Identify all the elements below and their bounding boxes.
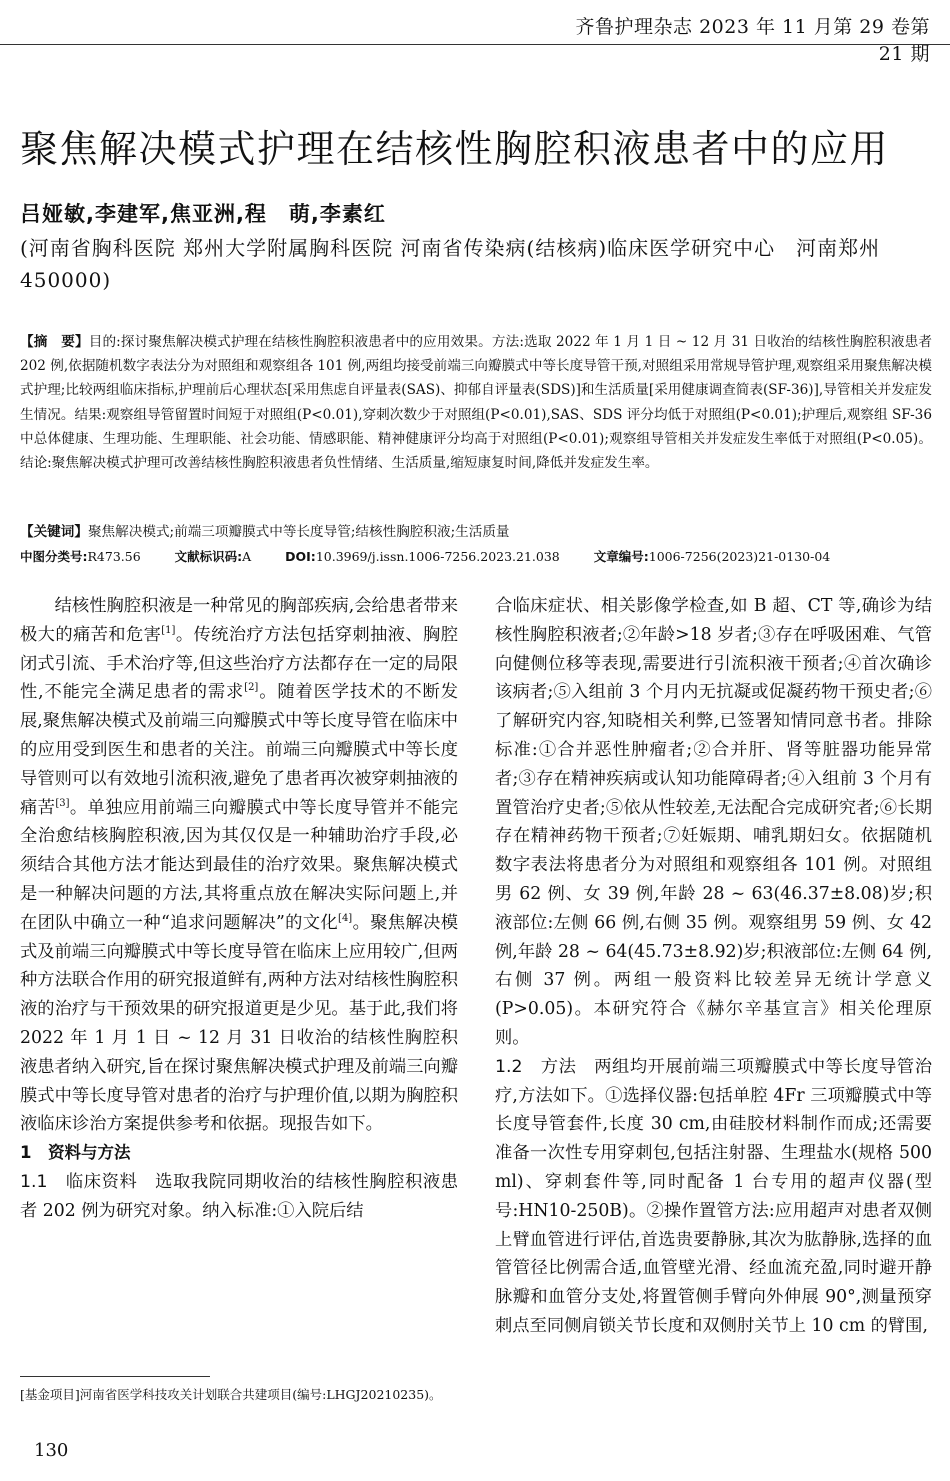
inclusion-criteria-paragraph: 合临床症状、相关影像学检查,如 B 超、CT 等,确诊为结核性胸腔积液者;②年龄>18 岁者;③存在呼吸困难、气管向健侧位移等表现,需要进行引流积液干预者;④首次确诊该病者;⑤入组前 3 个月内无抗凝或促凝药物干预史者;⑥了解研究内容,知晓相关利弊,已签署知情同意书者。排除标准:①合并恶性肿瘤者;②合并肝、肾等脏器功能异常者;③存在精神疾病或认知功能障碍者;④入组前 3 个月有置管治疗史者;⑤依从性较差,无法配合完成研究者;⑥长期存在精神药物干预者;⑦妊娠期、哺乳期妇女。依据随机数字表法将患者分为对照组和观察组各 101 例。对照组男 62 例、女 39 例,年龄 28 ~ 63(46.37±8.08)岁;积液部位:左侧 66 例,右侧 35 例。观察组男 59 例、女 42 例,年龄 28 ~ 64(45.73±8.92)岁;积液部位:左侧 64 例,右侧 37 例。两组一般资料比较差异无统计学意义(P>0.05)。本研究符合《赫尔辛基宣言》相关伦理原则。 — [495, 596, 932, 1048]
classification-line — [20, 546, 932, 568]
abstract-text: 目的:探讨聚焦解决模式护理在结核性胸腔积液患者中的应用效果。方法:选取 2022 年 1 月 1 日 ~ 12 月 31 日收治的结核性胸腔积液患者 202 例,依据随机数字表法分为对照组和观察组各 101 例,两组均接受前端三向瓣膜式中等长度导管干预,对照组采用常规导管护理,观察组采用聚焦解决模式护理;比较两组临床指标,护理前后心理状态[采用焦虑自评量表(SAS)、抑郁自评量表(SDS)]和生活质量[采用健康调查简表(SF-36)],导管相关并发症发生情况。结果:观察组导管留置时间短于对照组(P<0.01),穿刺次数少于对照组(P<0.01),SAS、SDS 评分均低于对照组(P<0.01);护理后,观察组 SF-36 中总体健康、生理功能、生理职能、社会功能、情感职能、精神健康评分均高于对照组(P<0.01);观察组导管相关并发症发生率低于对照组(P<0.05)。结论:聚焦解决模式护理可改善结核性胸腔积液患者负性情绪、生活质量,缩短康复时间,降低并发症发生率。 — [20, 334, 932, 472]
abstract — [20, 330, 932, 475]
doc-code-value: A — [242, 549, 252, 564]
intro-paragraph: 结核性胸腔积液是一种常见的胸部疾病,会给患者带来极大的痛苦和危害[1]。传统治疗方法包括穿刺抽液、胸腔闭式引流、手术治疗等,但这些治疗方法都存在一定的局限性,不能完全满足患者的需求[2]。随着医学技术的不断发展,聚焦解决模式及前端三向瓣膜式中等长度导管在临床中的应用受到医生和患者的关注。前端三向瓣膜式中等长度导管则可以有效地引流积液,避免了患者再次被穿刺抽液的痛苦[3]。单独应用前端三向瓣膜式中等长度导管并不能完全治愈结核胸腔积液,因为其仅仅是一种辅助治疗手段,必须结合其他方法才能达到最佳的治疗效果。聚焦解决模式是一种解决问题的方法,其将重点放在解决实际问题上,并在团队中确立一种“追求问题解决”的文化[4]。聚焦解决模式及前端三向瓣膜式中等长度导管在临床上应用较广,但两种方法联合作用的研究报道鲜有,两种方法对结核性胸腔积液的治疗与干预效果的研究报道更是少见。基于此,我们将 2022 年 1 月 1 日 ~ 12 月 31 日收治的结核性胸腔积液患者纳入研究,旨在探讨聚焦解决模式护理及前端三向瓣膜式中等长度导管对患者的治疗与护理价值,以期为胸腔积液临床诊治方案提供参考和依据。现报告如下。 — [20, 596, 458, 1135]
subsection-1-2-heading: 1.2 方法 — [495, 1056, 577, 1077]
doi-label: DOI: — [285, 549, 316, 564]
author-list: 吕娅敏,李建军,焦亚洲,程 萌,李素红 — [20, 202, 386, 226]
citation-3[interactable]: [3] — [55, 797, 70, 809]
article-title: 聚焦解决模式护理在结核性胸腔积液患者中的应用 — [20, 127, 890, 171]
subsection-1-1-heading: 1.1 临床资料 — [20, 1171, 138, 1192]
subsection-1-1: 1.1 临床资料 选取我院同期收治的结核性胸腔积液患者 202 例为研究对象。纳入标准:①入院后结 — [20, 1171, 458, 1221]
keywords-label: 【关键词】 — [20, 524, 88, 540]
citation-4[interactable]: [4] — [338, 913, 353, 924]
clc-value: R473.56 — [87, 549, 141, 564]
subsection-1-2: 1.2 方法 两组均开展前端三项瓣膜式中等长度导管治疗,方法如下。①选择仪器:包括单腔 4Fr 三项瓣膜式中等长度导管套件,长度 30 cm,由硅胶材料制作而成;还需要准备一次性专用穿刺包,包括注射器、生理盐水(规格 500 ml)、穿刺套件等,同时配备 1 台专用的超声仪器(型号:HN10-250B)。②操作置管方法:应用超声对患者双侧上臂血管进行评估,首选贵要静脉,其次为肱静脉,选择的血管管径比例需合适,血管壁光滑、经血流充盈,同时避开静脉瓣和血管分支处,将置管侧手臂向外伸展 90°,测量预穿刺点至同侧肩锁关节长度和双侧肘关节上 10 cm 的臂围, — [495, 1056, 932, 1336]
body-column-right — [495, 592, 932, 1341]
doi-value: 10.3969/j.issn.1006-7256.2023.21.038 — [315, 549, 560, 564]
body-column-left — [20, 592, 458, 1352]
article-number-label: 文章编号: — [593, 549, 649, 564]
clc-label: 中图分类号: — [20, 549, 88, 564]
doc-code-label: 文献标识码: — [174, 549, 243, 564]
keywords-text: 聚焦解决模式;前端三项瓣膜式中等长度导管;结核性胸腔积液;生活质量 — [87, 524, 510, 540]
header-divider — [0, 44, 950, 45]
citation-2[interactable]: [2] — [244, 682, 259, 694]
page-number: 130 — [34, 1440, 69, 1461]
affiliation: (河南省胸科医院 郑州大学附属胸科医院 河南省传染病(结核病)临床医学研究中心 河南郑州 450000) — [20, 236, 881, 292]
citation-1[interactable]: [1] — [161, 625, 176, 637]
journal-header: 齐鲁护理杂志 2023 年 11 月第 29 卷第 21 期 — [575, 16, 930, 65]
abstract-label: 【摘 要】 — [20, 334, 89, 350]
section-heading-1: 1 资料与方法 — [20, 1143, 131, 1163]
funding-footnote: [基金项目]河南省医学科技攻关计划联合共建项目(编号:LHGJ20210235)。 — [20, 1387, 442, 1402]
footnote-divider — [20, 1376, 210, 1377]
keywords — [20, 520, 932, 544]
article-number-value: 1006-7256(2023)21-0130-04 — [648, 549, 831, 564]
